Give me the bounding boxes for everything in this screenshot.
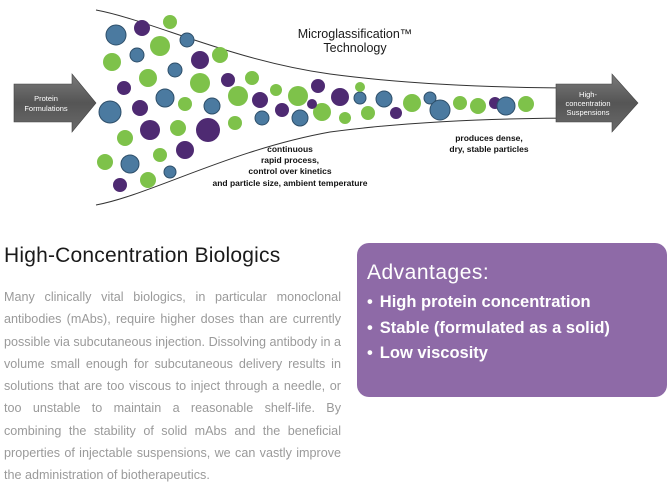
- process-caption-line-1: continuous: [267, 144, 313, 154]
- particle: [106, 25, 126, 45]
- particle: [117, 130, 133, 146]
- particle: [339, 112, 351, 124]
- particle: [164, 166, 176, 178]
- output-arrow: [556, 74, 638, 132]
- advantage-item: • Stable (formulated as a solid): [367, 316, 667, 342]
- particle: [453, 96, 467, 110]
- particle: [196, 118, 220, 142]
- particle: [140, 172, 156, 188]
- particle: [132, 100, 148, 116]
- diagram-title-line-1: Microglassification™: [297, 27, 413, 41]
- particle: [212, 47, 228, 63]
- particle: [270, 84, 282, 96]
- particle: [134, 20, 150, 36]
- particle: [97, 154, 113, 170]
- particle: [163, 15, 177, 29]
- particle: [103, 53, 121, 71]
- particle: [178, 97, 192, 111]
- particle: [518, 96, 534, 112]
- particle: [204, 98, 220, 114]
- particle: [292, 110, 308, 126]
- process-caption-line-2: rapid process,: [260, 155, 320, 165]
- particle: [311, 79, 325, 93]
- particle: [255, 111, 269, 125]
- particle: [99, 101, 121, 123]
- particle: [497, 97, 515, 115]
- particle: [153, 148, 167, 162]
- particle: [245, 71, 259, 85]
- particle: [176, 141, 194, 159]
- particle: [228, 86, 248, 106]
- advantage-item: • Low viscosity: [367, 341, 667, 367]
- particle: [275, 103, 289, 117]
- advantages-list: [367, 290, 667, 367]
- particle: [361, 106, 375, 120]
- particle: [252, 92, 268, 108]
- particle: [376, 91, 392, 107]
- advantage-item: • High protein concentration: [367, 290, 667, 316]
- result-caption-line-1: produces dense,: [455, 133, 523, 143]
- input-arrow-label-1: Protein: [34, 94, 58, 103]
- particle: [168, 63, 182, 77]
- diagram-title-line-2: Technology: [323, 41, 387, 55]
- input-arrow-label-2: Formulations: [24, 104, 68, 113]
- particle: [354, 92, 366, 104]
- particle: [228, 116, 242, 130]
- advantages-title: Advantages:: [367, 261, 490, 284]
- particle: [221, 73, 235, 87]
- particle: [190, 73, 210, 93]
- microglassification-diagram: [0, 0, 670, 215]
- particle: [130, 48, 144, 62]
- particle: [331, 88, 349, 106]
- particle: [430, 100, 450, 120]
- particle: [390, 107, 402, 119]
- process-caption-line-4: and particle size, ambient temperature: [212, 178, 368, 188]
- process-caption-line-3: control over kinetics: [248, 166, 332, 176]
- advantages-box: [357, 243, 667, 397]
- input-arrow: [14, 74, 96, 132]
- particle: [180, 33, 194, 47]
- particle: [156, 89, 174, 107]
- particle: [140, 120, 160, 140]
- output-arrow-label-3: Suspensions: [566, 108, 610, 117]
- section-body-text: Many clinically vital biologics, in particular monoclonal antibodies (mAbs), require higher doses than are currently possible via subcutaneous injection. Dissolving antibody in a volume small enough for subcutaneous delivery results in solutions that are too viscous to inject through a needle, or too unstable to maintain a reasonable shelf-life. By combining the stability of solid mAbs and the beneficial properties of injectable suspensions, we can vastly improve the administration of biotherapeutics.: [4, 290, 341, 483]
- section-heading: High-Concentration Biologics: [4, 244, 281, 267]
- particle: [113, 178, 127, 192]
- particle: [191, 51, 209, 69]
- particle: [470, 98, 486, 114]
- result-caption-line-2: dry, stable particles: [449, 144, 529, 154]
- output-arrow-label-2: concentration: [565, 99, 611, 108]
- particle: [170, 120, 186, 136]
- particle: [121, 155, 139, 173]
- particle: [307, 99, 317, 109]
- particle: [288, 86, 308, 106]
- output-arrow-label-1: High-: [579, 90, 597, 99]
- particle: [139, 69, 157, 87]
- particle: [117, 81, 131, 95]
- funnel-bottom-curve: [96, 118, 585, 205]
- particle: [355, 82, 365, 92]
- particle: [150, 36, 170, 56]
- particle: [403, 94, 421, 112]
